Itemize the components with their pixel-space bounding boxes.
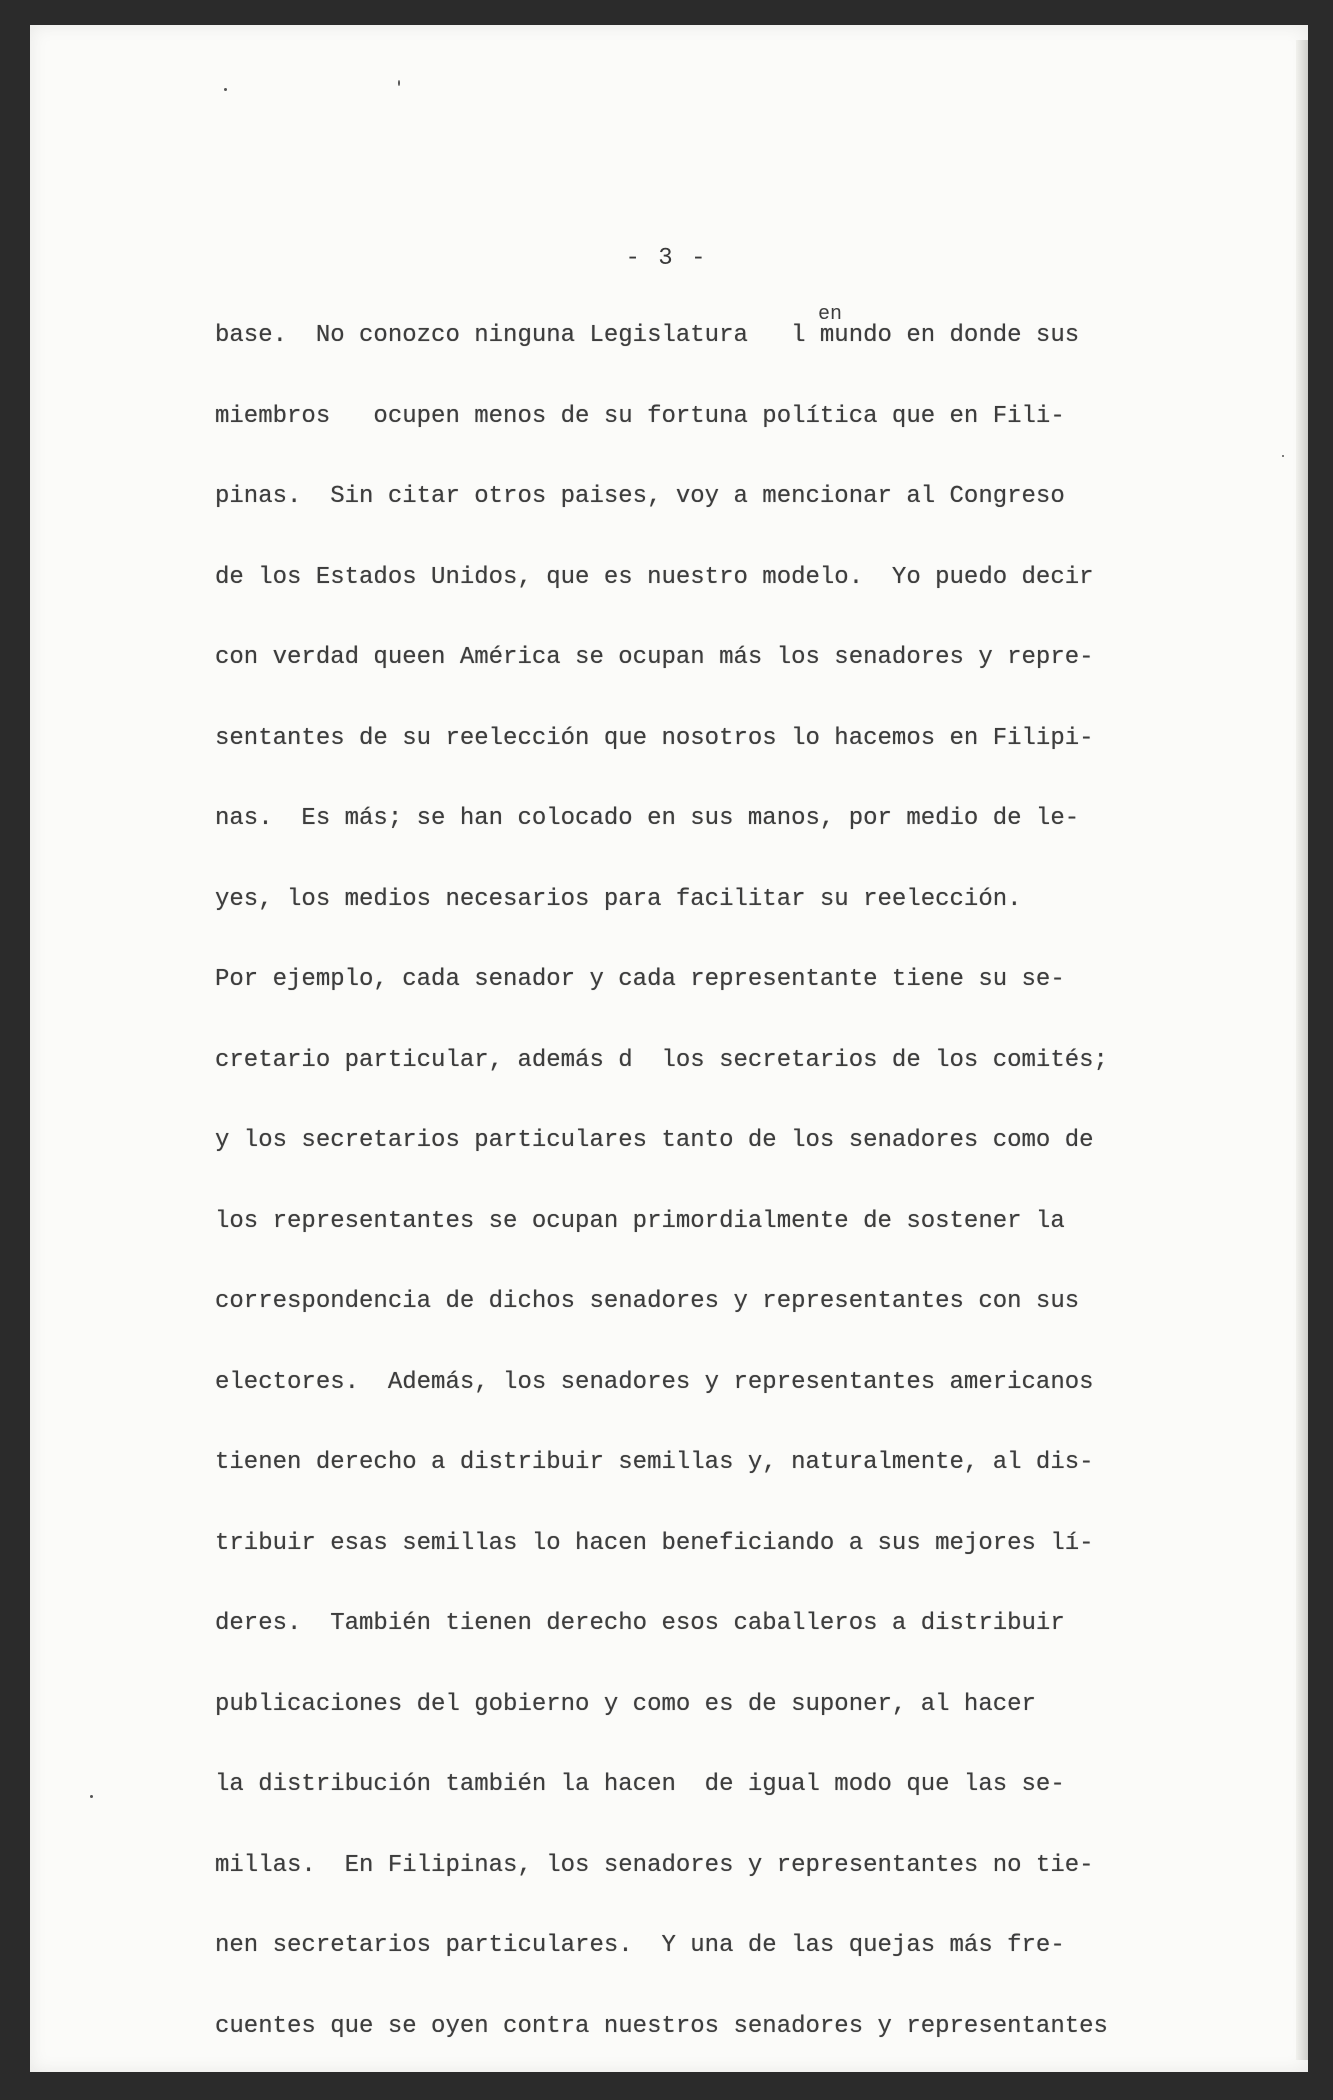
- handwritten-insertion: en: [818, 303, 843, 326]
- text-line: miembros ocupen menos de su fortuna política que en Fili-: [215, 402, 1065, 430]
- text-line: nen secretarios particulares. Y una de las quejas más fre-: [215, 1932, 1065, 1959]
- typed-text-body: [215, 320, 1215, 2091]
- text-line: deres. También tienen derecho esos caballeros a distribuir: [215, 1610, 1065, 1637]
- text-line: tribuir esas semillas lo hacen beneficiando a sus mejores lí-: [215, 1529, 1094, 1557]
- text-line: tienen derecho a distribuir semillas y, naturalmente, al dis-: [215, 1449, 1094, 1476]
- text-line: millas. En Filipinas, los senadores y representantes no tie-: [215, 1851, 1094, 1879]
- text-line: y los secretarios particulares tanto de los senadores como de: [215, 1127, 1094, 1154]
- paper-speck: [90, 1795, 93, 1798]
- page-number: - 3 -: [625, 245, 708, 272]
- text-line: yes, los medios necesarios para facilitar su reelección.: [215, 885, 1022, 913]
- text-line: Por ejemplo, cada senador y cada representante tiene su se-: [215, 966, 1065, 993]
- text-line: pinas. Sin citar otros paises, voy a mencionar al Congreso: [215, 483, 1065, 510]
- text-line: de los Estados Unidos, que es nuestro modelo. Yo puedo decir: [215, 563, 1094, 591]
- text-line: con verdad queen América se ocupan más los senadores y repre-: [215, 644, 1094, 671]
- text-line: correspondencia de dichos senadores y representantes con sus: [215, 1288, 1080, 1315]
- paper-speck: [398, 80, 400, 86]
- text-line: electores. Además, los senadores y representantes americanos: [215, 1368, 1094, 1396]
- text-line: los representantes se ocupan primordialmente de sostener la: [215, 1207, 1065, 1235]
- paper-speck: [1282, 455, 1284, 457]
- text-line: publicaciones del gobierno y como es de suponer, al hacer: [215, 1690, 1036, 1718]
- text-line: base. No conozco ninguna Legislatura l mundo en donde sus: [215, 322, 1080, 349]
- text-line: sentantes de su reelección que nosotros lo hacemos en Filipi-: [215, 724, 1094, 752]
- text-line: cretario particular, además d los secretarios de los comités;: [215, 1046, 1108, 1074]
- text-line: nas. Es más; se han colocado en sus manos, por medio de le-: [215, 805, 1080, 832]
- text-line: cuentes que se oyen contra nuestros senadores y representantes: [215, 2012, 1108, 2040]
- paper-speck: [224, 88, 227, 91]
- page-edge: [1296, 40, 1308, 2060]
- text-line: la distribución también la hacen de igual modo que las se-: [215, 1771, 1065, 1798]
